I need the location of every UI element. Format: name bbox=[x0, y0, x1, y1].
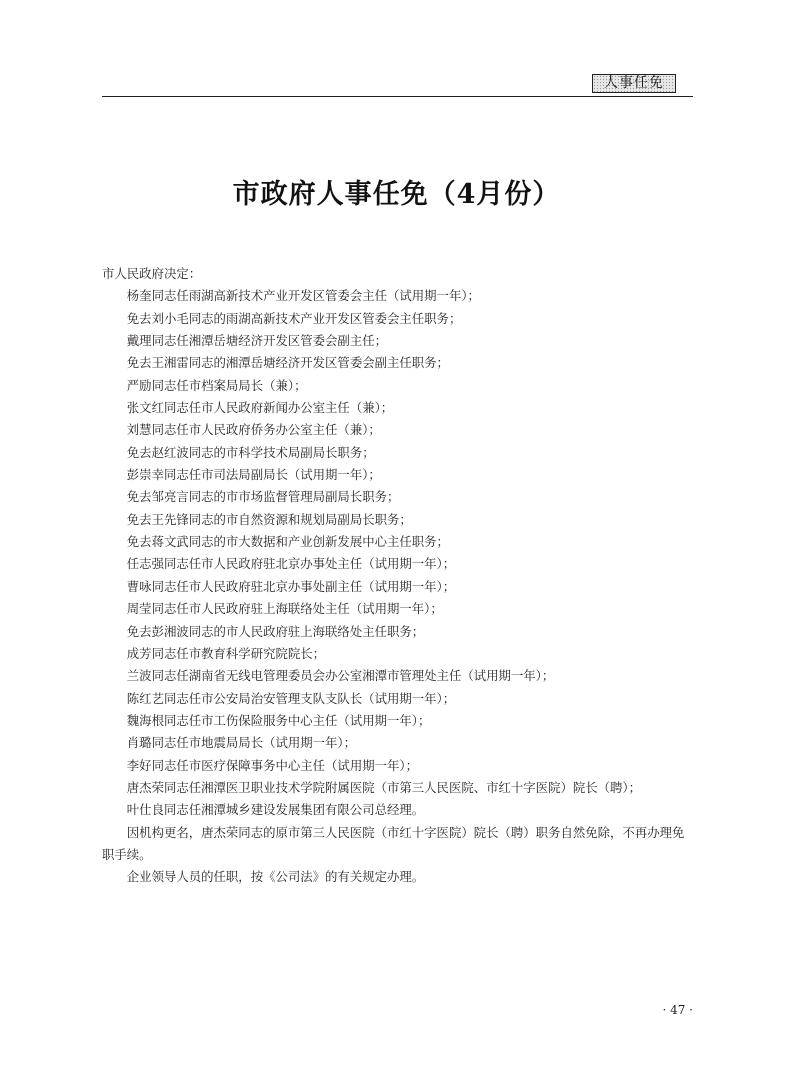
appointment-item: 免去蒋文武同志的市大数据和产业创新发展中心主任职务； bbox=[126, 534, 449, 550]
appointment-item: 免去王湘雷同志的湘潭岳塘经济开发区管委会副主任职务； bbox=[126, 355, 449, 371]
appointment-item: 李好同志任市医疗保障事务中心主任（试用期一年）； bbox=[126, 757, 418, 773]
notes-list bbox=[102, 822, 693, 889]
section-tag: 人事任免 bbox=[592, 74, 676, 93]
appointments-list bbox=[102, 285, 693, 821]
appointment-item: 张文红同志任市人民政府新闻办公室主任（兼）； bbox=[126, 400, 394, 416]
intro-line: 市人民政府决定： bbox=[102, 266, 202, 281]
appointment-item: 叶仕良同志任湘潭城乡建设发展集团有限公司总经理。 bbox=[126, 802, 425, 818]
appointment-item: 杨奎同志任雨湖高新技术产业开发区管委会主任（试用期一年）； bbox=[126, 288, 480, 304]
appointment-item: 刘慧同志任市人民政府侨务办公室主任（兼）； bbox=[126, 422, 381, 438]
note-paragraph: 因机构更名，唐杰荣同志的原市第三人民医院（市红十字医院）院长（聘）职务自然免除，不再办理免职手续。 bbox=[102, 824, 685, 862]
appointment-item: 严励同志任市档案局局长（兼）； bbox=[126, 377, 307, 393]
note-paragraph: 企业领导人员的任职，按《公司法》的有关规定办理。 bbox=[126, 869, 425, 885]
appointment-item: 免去刘小毛同志的雨湖高新技术产业开发区管委会主任职务； bbox=[126, 310, 462, 326]
page-number: · 47 · bbox=[662, 1003, 693, 1017]
document-title: 市政府人事任免（4月份） bbox=[232, 179, 561, 210]
appointment-item: 免去彭湘波同志的市人民政府驻上海联络处主任职务； bbox=[126, 623, 425, 639]
appointment-item: 曹咏同志任市人民政府驻北京办事处副主任（试用期一年）； bbox=[126, 578, 456, 594]
appointment-item: 魏海根同志任市工伤保险服务中心主任（试用期一年）； bbox=[126, 712, 431, 728]
appointment-item: 陈红艺同志任市公安局治安管理支队支队长（试用期一年）； bbox=[126, 690, 456, 706]
appointment-item: 周莹同志任市人民政府驻上海联络处主任（试用期一年）； bbox=[126, 601, 443, 617]
appointment-item: 免去邹亮言同志的市市场监督管理局副局长职务； bbox=[126, 489, 400, 505]
appointment-item: 戴理同志任湘潭岳塘经济开发区管委会副主任； bbox=[126, 333, 387, 349]
appointment-item: 免去赵红波同志的市科学技术局副局长职务； bbox=[126, 444, 375, 460]
appointment-item: 唐杰荣同志任湘潭医卫职业技术学院附属医院（市第三人民医院、市红十字医院）院长（聘）； bbox=[126, 779, 642, 795]
appointment-item: 肖璐同志任市地震局局长（试用期一年）； bbox=[126, 735, 357, 751]
document-body bbox=[102, 263, 693, 889]
appointment-item: 彭崇幸同志任市司法局副局长（试用期一年）； bbox=[126, 467, 381, 483]
header-rule bbox=[102, 96, 693, 97]
appointment-item: 免去王先锋同志的市自然资源和规划局副局长职务； bbox=[126, 511, 412, 527]
appointment-item: 兰波同志任湖南省无线电管理委员会办公室湘潭市管理处主任（试用期一年）； bbox=[126, 668, 555, 684]
appointment-item: 任志强同志任市人民政府驻北京办事处主任（试用期一年）； bbox=[126, 556, 456, 572]
appointment-item: 成芳同志任市教育科学研究院院长； bbox=[126, 645, 326, 661]
